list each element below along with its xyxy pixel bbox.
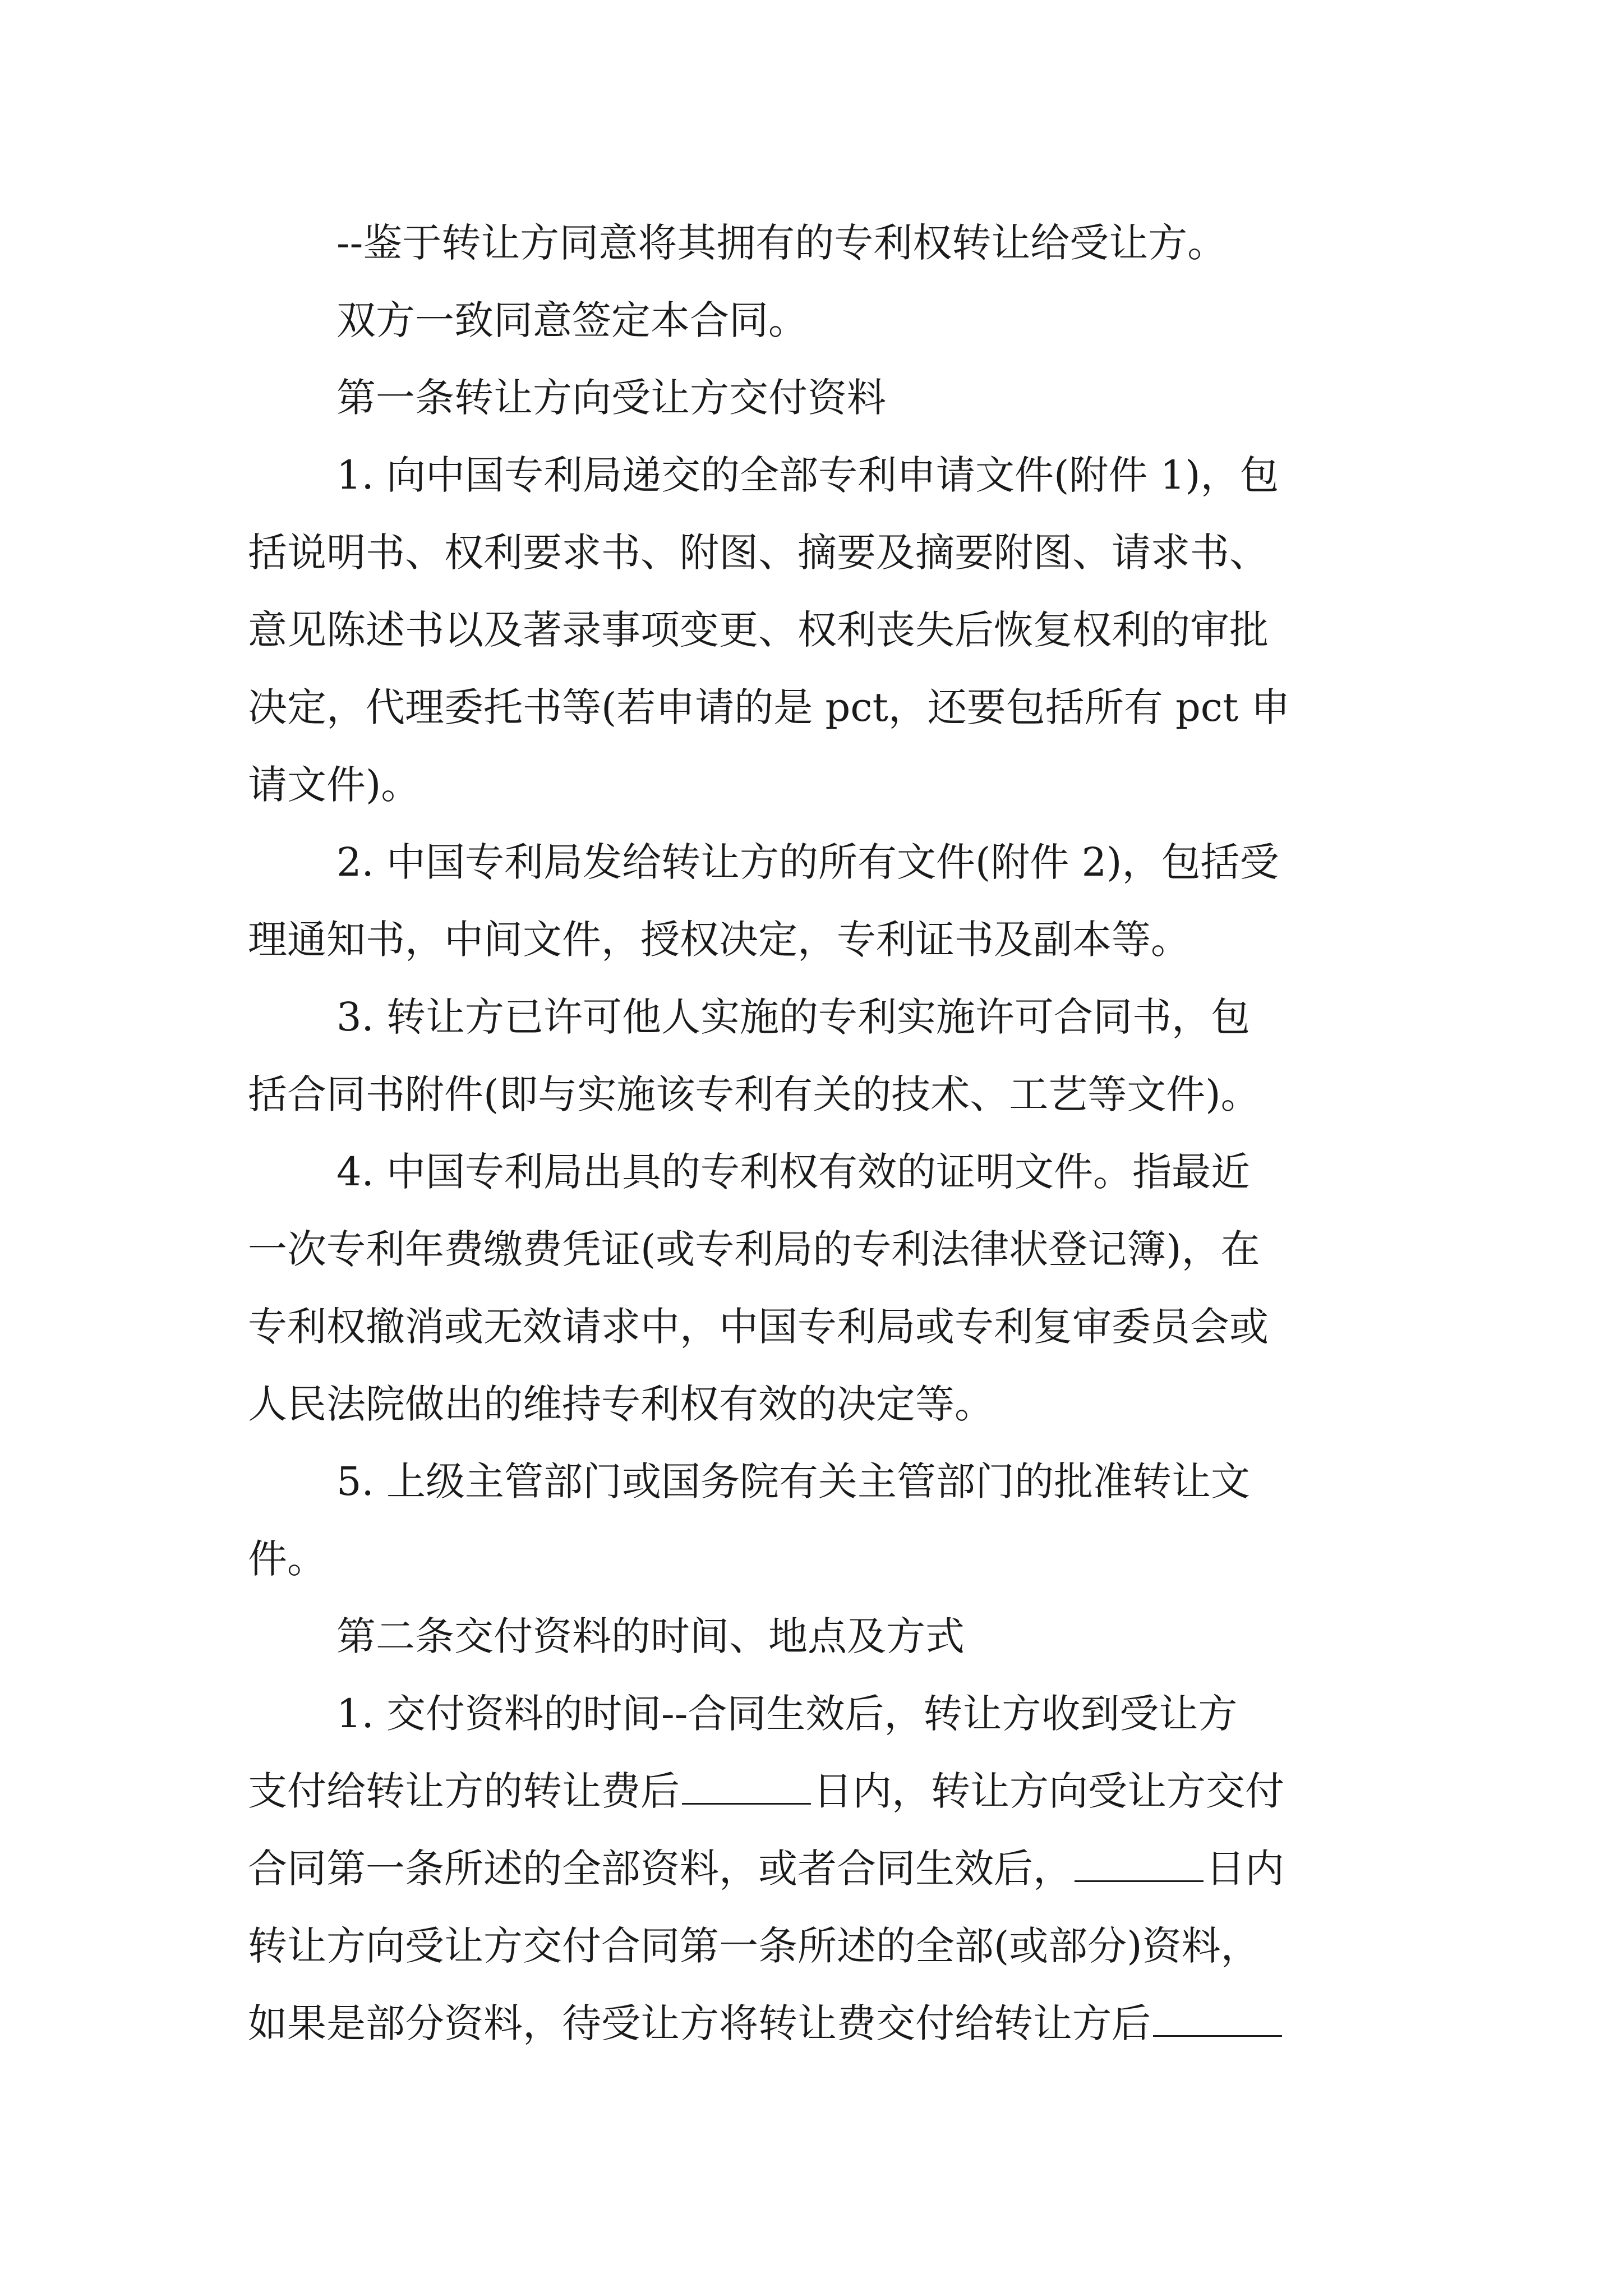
text-line: 件。 (248, 1536, 326, 1582)
text-line: 括说明书、权利要求书、附图、摘要及摘要附图、请求书、 (248, 530, 1269, 576)
text-line: --鉴于转让方同意将其拥有的专利权转让给受让方。 (336, 220, 1227, 266)
text-segment: 支付给转让方的转让费后 (248, 1768, 680, 1814)
text-line: 一次专利年费缴费凭证(或专利局的专利法律状登记簿)，在 (248, 1226, 1260, 1272)
text-line: 决定，代理委托书等(若申请的是 pct，还要包括所有 pct 申 (248, 684, 1290, 730)
text-line: 2. 中国专利局发给转让方的所有文件(附件 2)，包括受 (336, 839, 1279, 885)
text-line: 人民法院做出的维持专利权有效的决定等。 (248, 1381, 994, 1427)
section-heading: 第二条交付资料的时间、地点及方式 (336, 1613, 965, 1659)
text-line: 意见陈述书以及著录事项变更、权利丧失后恢复权利的审批 (248, 607, 1269, 653)
section-heading: 第一条转让方向受让方交付资料 (336, 375, 886, 421)
fill-in-blank (1153, 1996, 1282, 2037)
text-line: 括合同书附件(即与实施该专利有关的技术、工艺等文件)。 (248, 1071, 1260, 1117)
text-line: 转让方向受让方交付合同第一条所述的全部(或部分)资料， (248, 1923, 1260, 1969)
text-line: 1. 交付资料的时间--合同生效后，转让方收到受让方 (336, 1691, 1238, 1737)
text-segment: 合同第一条所述的全部资料，或者合同生效后， (248, 1846, 1072, 1892)
text-line: 请文件)。 (248, 762, 421, 808)
text-line (248, 1995, 1284, 2051)
text-line: 3. 转让方已许可他人实施的专利实施许可合同书，包 (336, 994, 1251, 1040)
text-line: 理通知书，中间文件，授权决定，专利证书及副本等。 (248, 917, 1190, 963)
text-line (248, 1841, 1284, 1897)
text-line (248, 1763, 1284, 1819)
text-segment: 如果是部分资料，待受让方将转让费交付给转让方后 (248, 2000, 1151, 2046)
text-line: 专利权撤消或无效请求中，中国专利局或专利复审委员会或 (248, 1304, 1269, 1350)
text-segment: 日内 (1206, 1846, 1284, 1892)
text-line: 5. 上级主管部门或国务院有关主管部门的批准转让文 (336, 1458, 1251, 1504)
text-line: 4. 中国专利局出具的专利权有效的证明文件。指最近 (336, 1149, 1251, 1195)
text-segment: 日内，转让方向受让方交付 (813, 1768, 1284, 1814)
text-line: 双方一致同意签定本合同。 (336, 297, 808, 343)
fill-in-blank (682, 1764, 811, 1805)
text-line: 1. 向中国专利局递交的全部专利申请文件(附件 1)，包 (336, 452, 1279, 498)
fill-in-blank (1075, 1841, 1204, 1882)
